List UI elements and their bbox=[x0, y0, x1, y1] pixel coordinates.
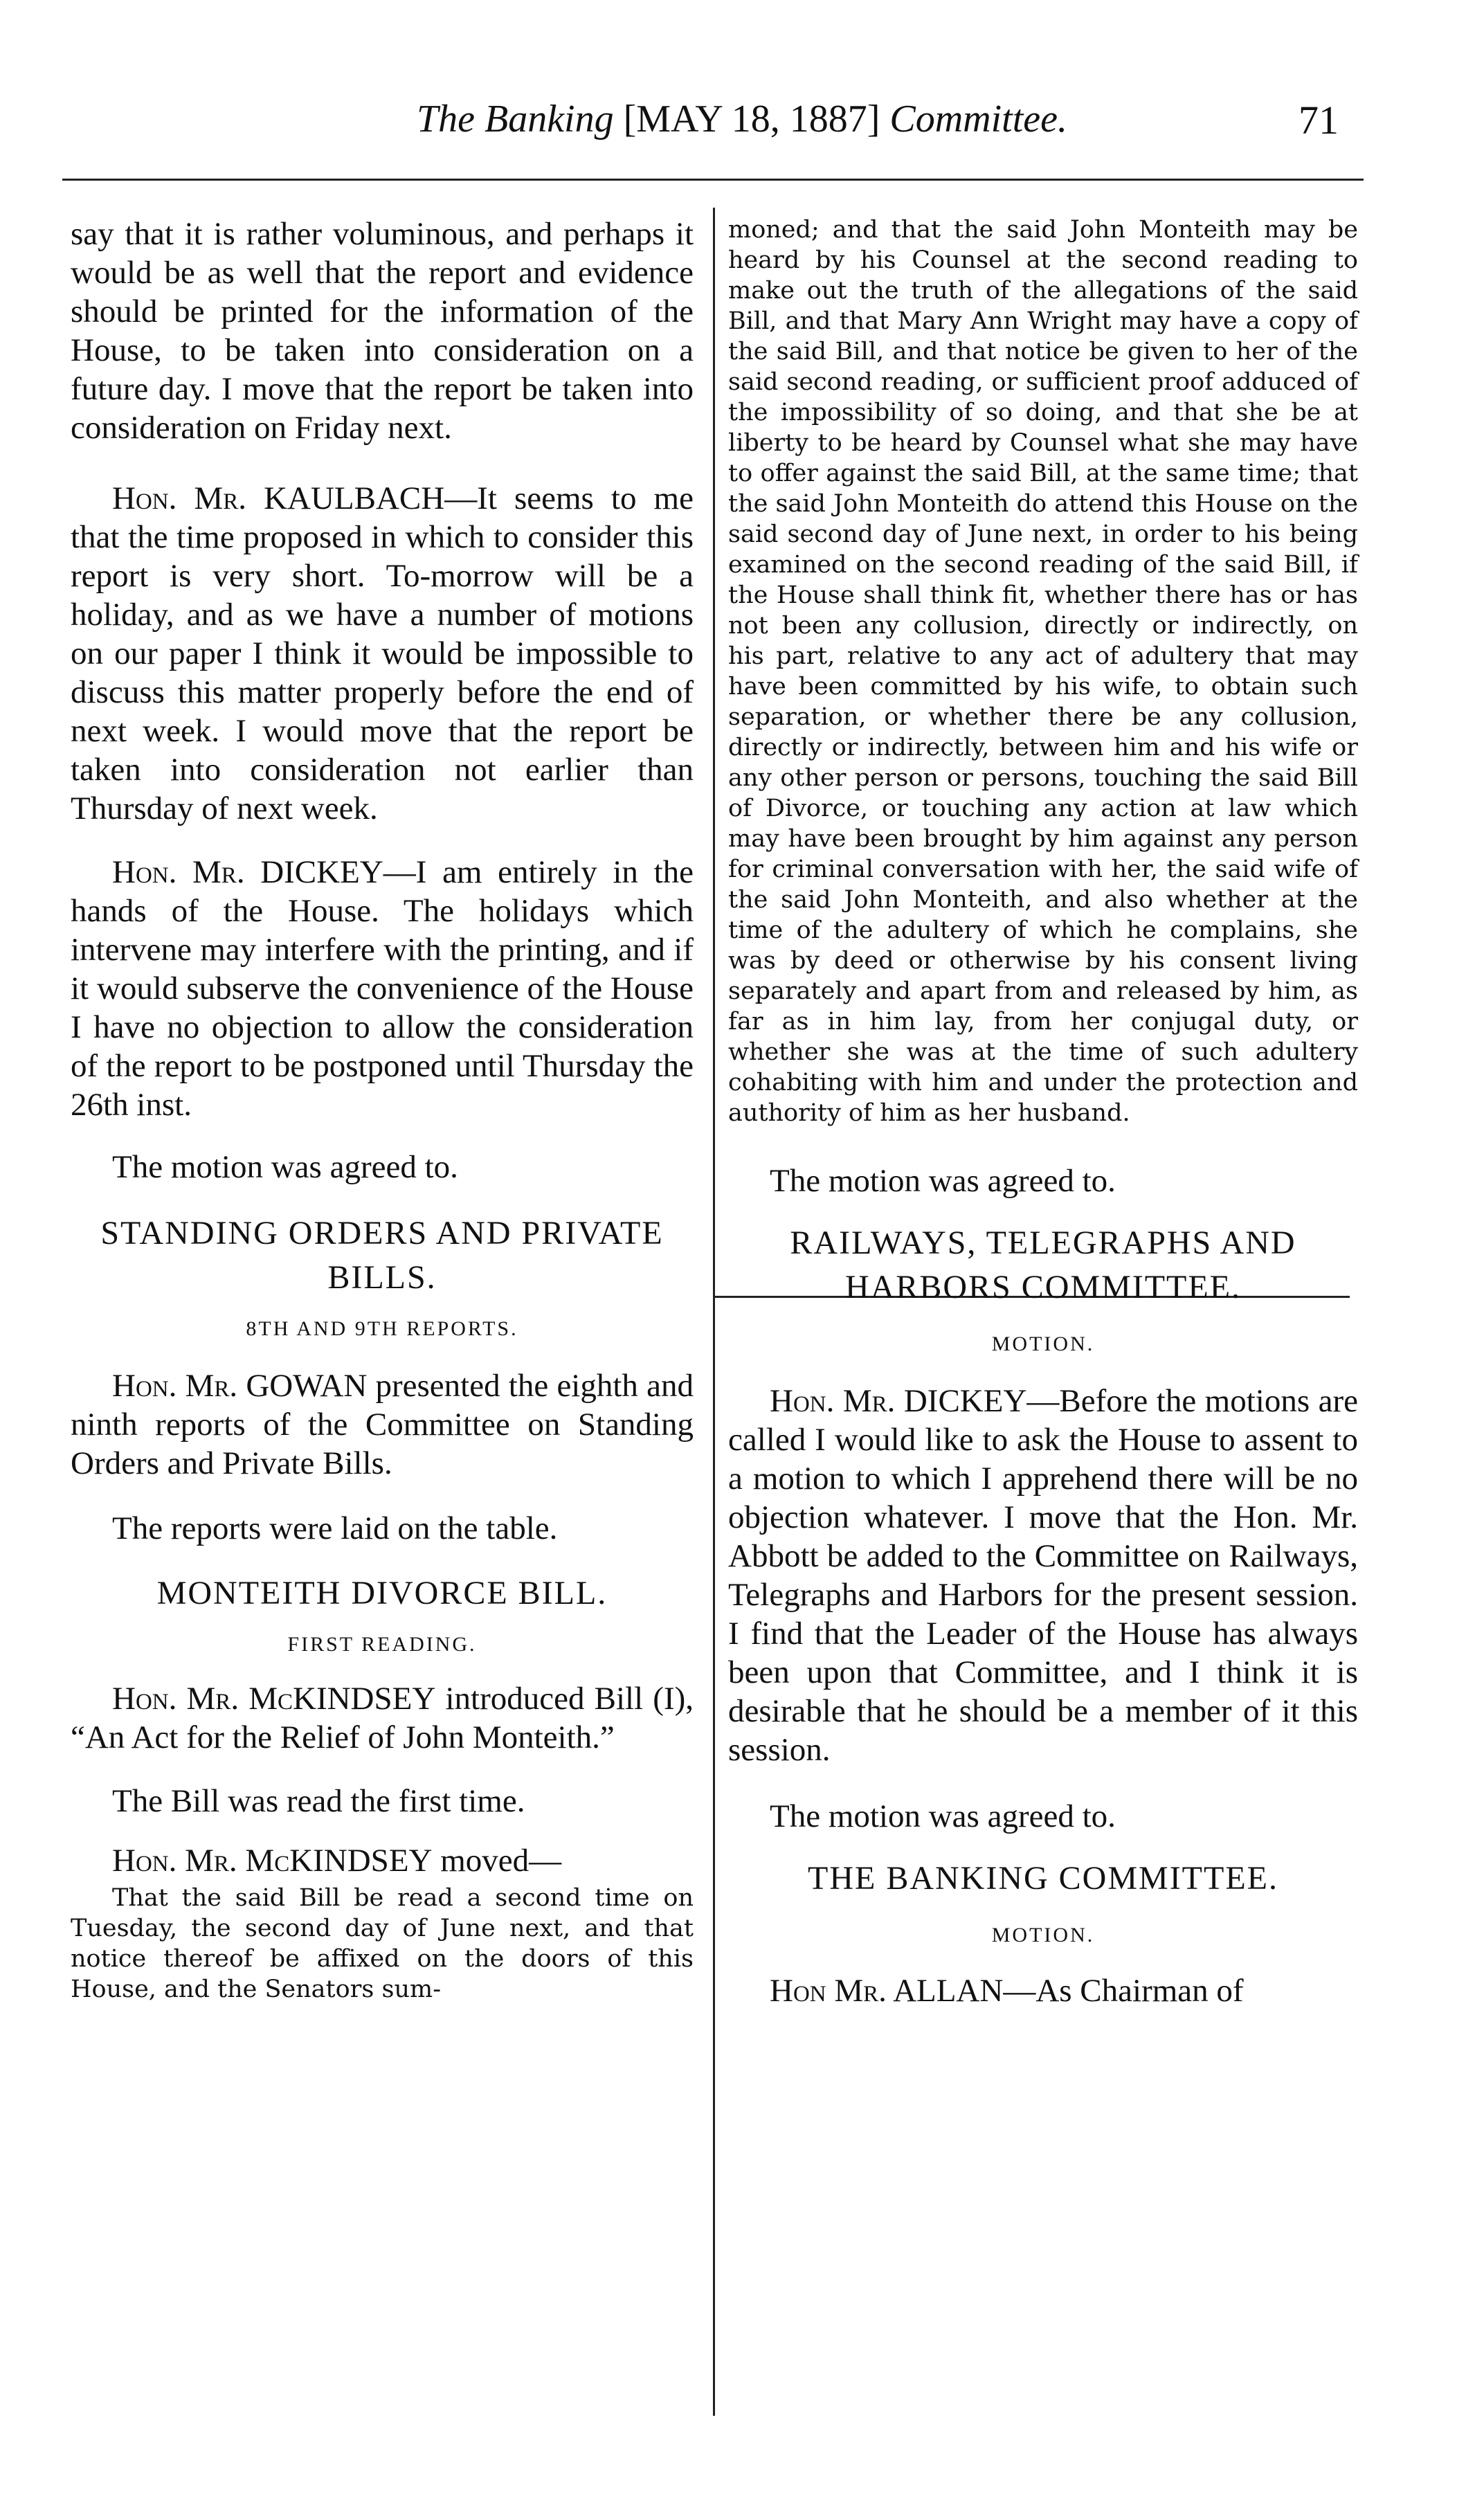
header-rule bbox=[62, 179, 1364, 181]
paragraph bbox=[71, 479, 694, 828]
right-column bbox=[728, 215, 1358, 2010]
page-number: 71 bbox=[1298, 98, 1339, 143]
section-subheading: MOTION. bbox=[991, 1924, 1095, 1946]
paragraph bbox=[728, 1971, 1358, 2010]
speech-text: introduced Bill (I), “An Act for the Relief of John Monteith.” bbox=[71, 1681, 694, 1755]
speaker-name: Hon. Mr. GOWAN bbox=[112, 1368, 368, 1404]
speaker-name: Hon. Mr. McKINDSEY bbox=[112, 1843, 433, 1879]
paragraph bbox=[71, 1366, 694, 1483]
left-column bbox=[71, 215, 694, 2005]
header-date: [MAY 18, 1887] bbox=[623, 98, 880, 141]
speech-text: —It seems to me that the time proposed in which to consider this report is very short. To-morrow will be a holiday, and as we have a number of motions on our paper I think it would be impossible to discuss this matter properly before the end of next week. I would move that the report be taken into consideration not earlier than Thursday of next week. bbox=[71, 480, 694, 826]
header-title-left: The Banking bbox=[416, 98, 614, 141]
paragraph: The motion was agreed to. bbox=[770, 1798, 1116, 1834]
header-title-right: Committee. bbox=[889, 98, 1067, 141]
section-subheading: 8TH AND 9TH REPORTS. bbox=[246, 1317, 518, 1340]
section-heading: MONTEITH DIVORCE BILL. bbox=[156, 1575, 608, 1611]
section-subheading: MOTION. bbox=[991, 1332, 1095, 1355]
paragraph: The reports were laid on the table. bbox=[112, 1510, 558, 1546]
speech-text: —I am entirely in the hands of the House. The holidays which intervene may interfere with the printing, and if it would subserve the convenience of the House I have no objection to allow the consideration of the report to be postponed until Thursday the 26th inst. bbox=[71, 854, 694, 1123]
paragraph bbox=[728, 1382, 1358, 1769]
running-header bbox=[0, 97, 1484, 159]
speaker-name: Hon Mr. ALLAN bbox=[770, 1973, 1004, 2009]
section-heading: RAILWAYS, TELEGRAPHS AND HARBORS COMMITTEE. bbox=[790, 1225, 1296, 1305]
paragraph bbox=[71, 1841, 694, 1880]
section-heading: THE BANKING COMMITTEE. bbox=[808, 1860, 1278, 1897]
column-divider bbox=[713, 208, 715, 2416]
paragraph: The motion was agreed to. bbox=[770, 1163, 1116, 1199]
paragraph bbox=[71, 1679, 694, 1757]
speaker-name: Hon. Mr. KAULBACH bbox=[112, 480, 445, 516]
speech-text: presented the eighth and ninth reports of the Committee on Standing Orders and Private Bills. bbox=[71, 1368, 694, 1481]
section-heading: STANDING ORDERS AND PRIVATE BILLS. bbox=[100, 1215, 664, 1296]
motion-text: moned; and that the said John Monteith may be heard by his Counsel at the second reading to make out the truth of the allegations of the said Bill, and that Mary Ann Wright may have a copy of the said Bill, and that notice be given to her of the said second reading, or sufficient proof adduced of the impossibility of so doing, and that she be at liberty to be heard by Counsel what she may have to offer against the said Bill, at the same time; that the said John Monteith do attend this House on the said second day of June next, in order to his being examined on the second reading of the said Bill, if the House shall think fit, whether there has or has not been any collusion, directly or indirectly, on his part, relative to any act of adultery that may have been committed by his wife, to obtain such separation, or whether there be any collusion, directly or indirectly, between him and his wife or any other person or persons, touching the said Bill of Divorce, or touching any action at law which may have been brought by him against any person for criminal conversation with her, the said wife of the said John Monteith, and also whether at the time of the adultery of which he complains, she was by deed or otherwise by his consent living separately and apart from and released by him, as far as in him lay, from her conjugal duty, or whether she was at the time of such adultery cohabiting with him and under the protection and authority of him as her husband. bbox=[728, 216, 1358, 1127]
speech-text: —As Chairman of bbox=[1003, 1973, 1244, 2009]
header-title bbox=[0, 97, 1484, 141]
speaker-name: Hon. Mr. McKINDSEY bbox=[112, 1681, 436, 1717]
paragraph: The motion was agreed to. bbox=[112, 1149, 458, 1185]
paragraph: say that it is rather voluminous, and perhaps it would be as well that the report and evidence should be printed for the information of the House, to be taken into consideration on a future day. I move that the report be taken into consideration on Friday next. bbox=[71, 216, 694, 446]
section-subheading: FIRST READING. bbox=[287, 1633, 477, 1656]
motion-text: That the said Bill be read a second time on Tuesday, the second day of June next, and that notice thereof be affixed on the doors of this House, and the Senators sum- bbox=[71, 1884, 694, 2003]
paragraph: The Bill was read the first time. bbox=[112, 1783, 525, 1819]
paragraph bbox=[71, 853, 694, 1124]
speaker-name: Hon. Mr. DICKEY bbox=[770, 1383, 1027, 1419]
speaker-name: Hon. Mr. DICKEY bbox=[112, 854, 383, 890]
speech-text: moved— bbox=[432, 1843, 562, 1879]
speech-text: —Before the motions are called I would like to ask the House to assent to a motion to which I apprehend there will be no objection whatever. I move that the Hon. Mr. Abbott be added to the Committee on Railways, Telegraphs and Harbors for the present session. I find that the Leader of the House has always been upon that Committee, and I think it is desirable that he should be a member of it this session. bbox=[728, 1383, 1358, 1768]
